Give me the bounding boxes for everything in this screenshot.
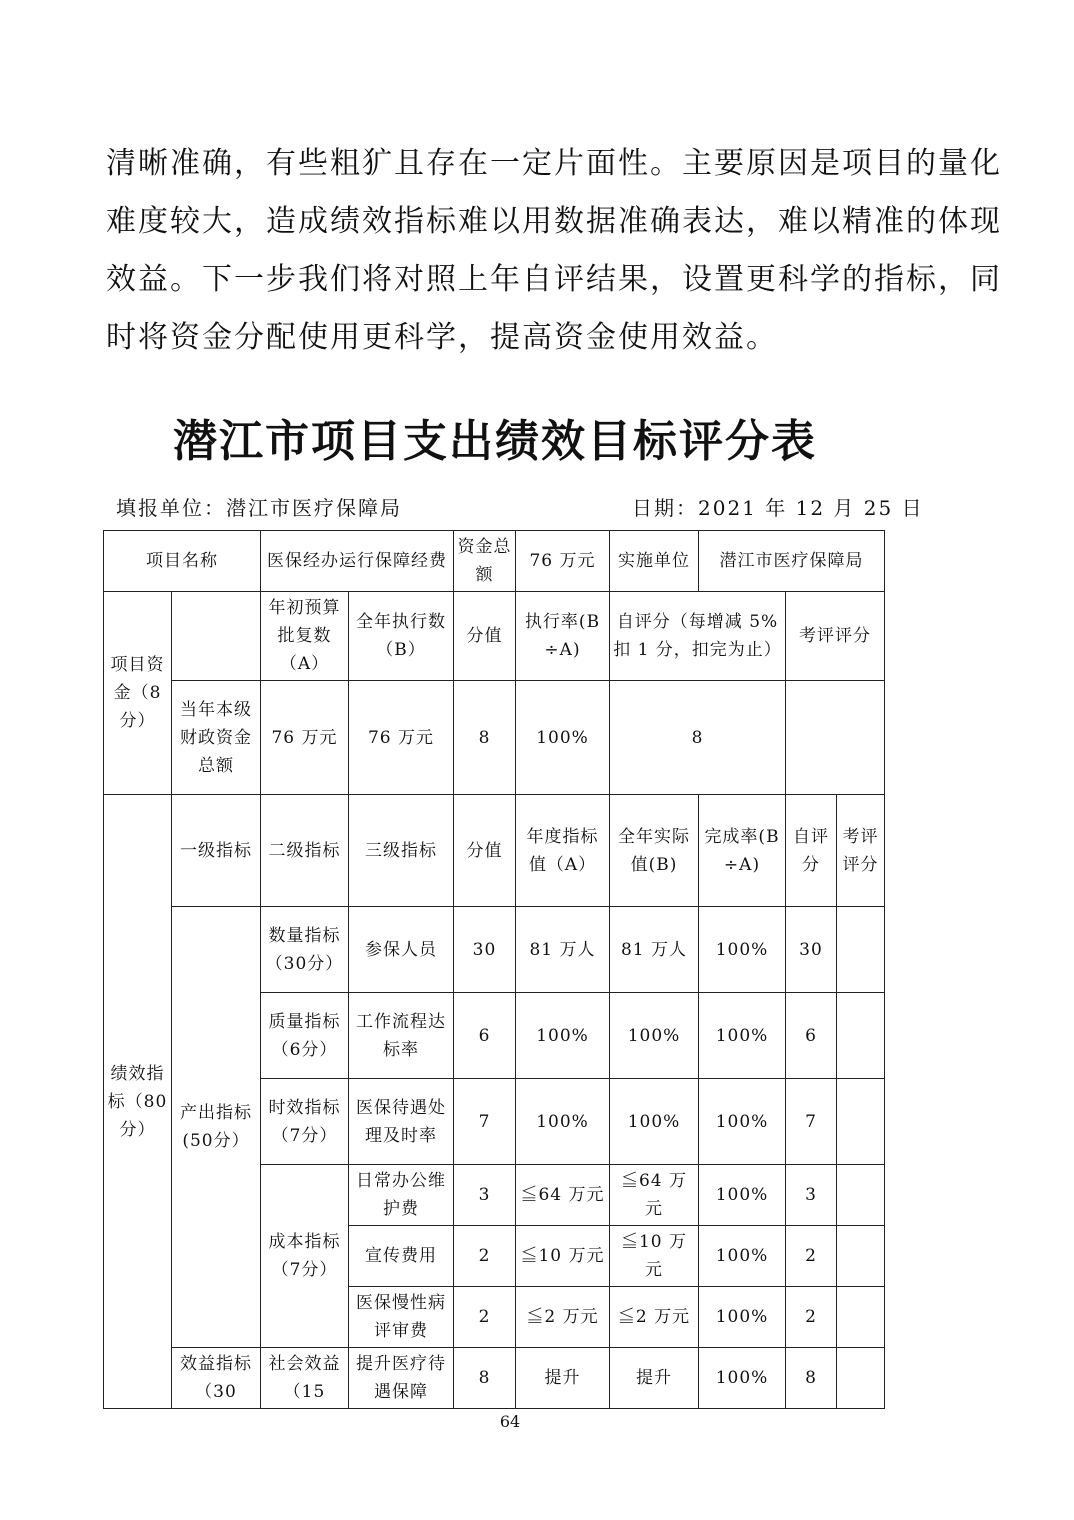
level2-cell: 时效指标（7分）	[261, 1079, 349, 1165]
score-table	[103, 530, 885, 1409]
output-indicator-label: 产出指标(50分）	[172, 907, 261, 1348]
perf-header-level2: 二级指标	[261, 795, 349, 907]
actual-cell: 100%	[610, 1079, 699, 1165]
impl-unit-value: 潜江市医疗保障局	[699, 531, 885, 592]
level3-cell: 提升医疗待遇保障	[349, 1348, 454, 1409]
review-score-cell	[837, 1079, 885, 1165]
funds-self-score: 8	[610, 681, 786, 795]
review-score-cell	[837, 1226, 885, 1287]
self-score-cell: 30	[786, 907, 837, 993]
table-title: 潜江市项目支出绩效目标评分表	[173, 416, 817, 467]
perf-header-actual: 全年实际值(B)	[610, 795, 699, 907]
rate-cell: 100%	[699, 993, 786, 1079]
funds-header-rate: 执行率(B÷A)	[516, 592, 610, 681]
level2-cell: 质量指标（6分）	[261, 993, 349, 1079]
actual-cell: ≦10 万元	[610, 1226, 699, 1287]
self-score-cell: 6	[786, 993, 837, 1079]
project-name-value: 医保经办运行保障经费	[261, 531, 454, 592]
paragraph-line: 效益。下一步我们将对照上年自评结果，设置更科学的指标，同	[106, 262, 1002, 297]
self-score-cell: 3	[786, 1165, 837, 1226]
funds-header-budget: 年初预算批复数（A）	[261, 592, 349, 681]
level3-cell: 日常办公维护费	[349, 1165, 454, 1226]
rate-cell: 100%	[699, 1287, 786, 1348]
review-score-cell	[837, 993, 885, 1079]
review-score-cell	[837, 907, 885, 993]
rate-cell: 100%	[699, 1348, 786, 1409]
score-cell: 8	[454, 1348, 516, 1409]
rate-cell: 100%	[699, 1079, 786, 1165]
score-cell: 2	[454, 1226, 516, 1287]
level3-cell: 医保慢性病评审费	[349, 1287, 454, 1348]
perf-header-review: 考评评分	[837, 795, 885, 907]
target-cell: ≦64 万元	[516, 1165, 610, 1226]
rate-cell: 100%	[699, 1226, 786, 1287]
perf-header-target: 年度指标值（A）	[516, 795, 610, 907]
perf-header-score: 分值	[454, 795, 516, 907]
funds-budget: 76 万元	[261, 681, 349, 795]
target-cell: 100%	[516, 993, 610, 1079]
target-cell: ≦10 万元	[516, 1226, 610, 1287]
actual-cell: 100%	[610, 993, 699, 1079]
paragraph-line: 难度较大，造成绩效指标难以用数据准确表达，难以精准的体现	[106, 204, 1002, 239]
score-cell: 6	[454, 993, 516, 1079]
perf-header-level3: 三级指标	[349, 795, 454, 907]
body-paragraph	[106, 135, 1002, 367]
self-score-cell: 8	[786, 1348, 837, 1409]
cost-indicator-label: 成本指标（7分）	[261, 1165, 349, 1348]
target-cell: 100%	[516, 1079, 610, 1165]
funds-review-score	[786, 681, 885, 795]
target-cell: ≦2 万元	[516, 1287, 610, 1348]
level3-cell: 医保待遇处理及时率	[349, 1079, 454, 1165]
benefit-indicator-label: 效益指标（30	[172, 1348, 261, 1409]
level3-cell: 参保人员	[349, 907, 454, 993]
actual-cell: 81 万人	[610, 907, 699, 993]
project-name-label: 项目名称	[104, 531, 261, 592]
self-score-cell: 7	[786, 1079, 837, 1165]
funds-header-score: 分值	[454, 592, 516, 681]
level2-cell: 数量指标（30分）	[261, 907, 349, 993]
fund-total-label: 资金总额	[454, 531, 516, 592]
funds-header-exec: 全年执行数（B）	[349, 592, 454, 681]
actual-cell: ≦64 万元	[610, 1165, 699, 1226]
self-score-cell: 2	[786, 1287, 837, 1348]
table-row	[104, 907, 885, 993]
fund-total-value: 76 万元	[516, 531, 610, 592]
impl-unit-label: 实施单位	[610, 531, 699, 592]
table-row	[104, 1348, 885, 1409]
funds-exec: 76 万元	[349, 681, 454, 795]
review-score-cell	[837, 1287, 885, 1348]
paragraph-line: 清晰准确，有些粗犷且存在一定片面性。主要原因是项目的量化	[106, 146, 1002, 181]
target-cell: 提升	[516, 1348, 610, 1409]
funds-header-review: 考评评分	[786, 592, 885, 681]
score-cell: 7	[454, 1079, 516, 1165]
paragraph-line: 时将资金分配使用更科学，提高资金使用效益。	[106, 320, 778, 355]
funds-empty-cell	[172, 592, 261, 681]
review-score-cell	[837, 1165, 885, 1226]
level3-cell: 宣传费用	[349, 1226, 454, 1287]
level2-cell: 社会效益（15	[261, 1348, 349, 1409]
reporting-unit: 填报单位：潜江市医疗保障局	[116, 496, 402, 520]
actual-cell: 提升	[610, 1348, 699, 1409]
page-number: 64	[499, 1412, 521, 1431]
self-score-cell: 2	[786, 1226, 837, 1287]
perf-section-label: 绩效指标（80分）	[104, 795, 172, 1409]
actual-cell: ≦2 万元	[610, 1287, 699, 1348]
score-cell: 2	[454, 1287, 516, 1348]
rate-cell: 100%	[699, 907, 786, 993]
perf-header-level1: 一级指标	[172, 795, 261, 907]
funds-score: 8	[454, 681, 516, 795]
rate-cell: 100%	[699, 1165, 786, 1226]
perf-header-rate: 完成率(B÷A)	[699, 795, 786, 907]
score-cell: 3	[454, 1165, 516, 1226]
funds-section-label: 项目资金（8分）	[104, 592, 172, 795]
review-score-cell	[837, 1348, 885, 1409]
funds-row-label: 当年本级财政资金总额	[172, 681, 261, 795]
score-cell: 30	[454, 907, 516, 993]
perf-header-self: 自评分	[786, 795, 837, 907]
funds-rate: 100%	[516, 681, 610, 795]
report-date: 日期：2021 年 12 月 25 日	[632, 496, 924, 520]
funds-header-self: 自评分（每增减 5%扣 1 分，扣完为止）	[610, 592, 786, 681]
target-cell: 81 万人	[516, 907, 610, 993]
level3-cell: 工作流程达标率	[349, 993, 454, 1079]
